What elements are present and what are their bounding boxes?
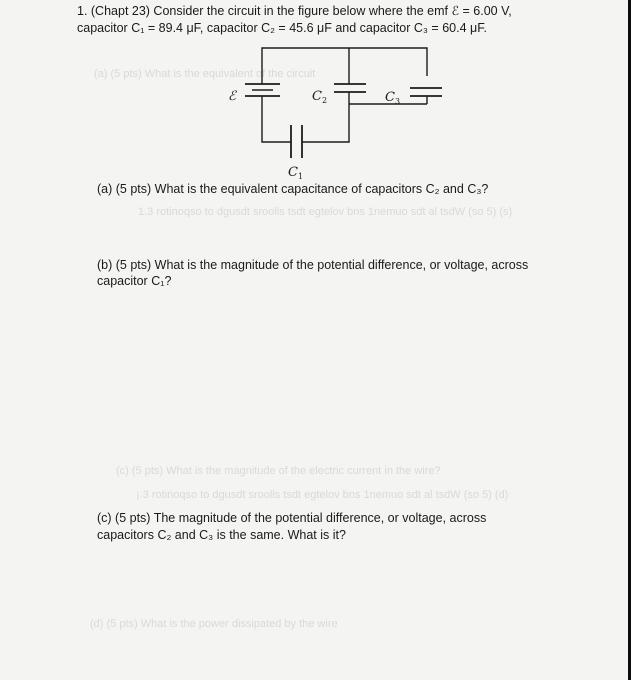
- question-b-line1: (b) (5 pts) What is the magnitude of the potential difference, or voltage, across: [97, 258, 529, 272]
- c1-label: C: [288, 165, 298, 180]
- question-a: (a) (5 pts) What is the equivalent capacitance of capacitors C₂ and C₃?: [97, 182, 489, 196]
- capacitor-c3-icon: [410, 88, 442, 104]
- battery-icon: [245, 52, 280, 110]
- c2-label-subscript: 2: [322, 96, 328, 105]
- c3-label: C: [385, 90, 395, 105]
- bleed-through-text: (a) (5 pts) What is the equivalent of the circuit: [94, 68, 316, 80]
- circuit-diagram: [0, 0, 628, 190]
- c2-label: C: [312, 89, 322, 104]
- c1-label-subscript: 1: [298, 172, 304, 181]
- capacitor-c2-icon: [334, 76, 366, 104]
- problem-statement-line1: 1. (Chapt 23) Consider the circuit in the figure below where the emf ℰ = 6.00 V,: [77, 4, 512, 18]
- c3-label-subscript: 3: [395, 97, 401, 106]
- bleed-through-text: ¡.3 rotinoqso to dgusdt sroolls tsdt egtelov bns 1nemuo sdt al tsdW (so 5) (d): [136, 489, 509, 501]
- emf-label: ℰ: [228, 89, 236, 104]
- bleed-through-text: (d) (5 pts) What is the power dissipated by the wire: [90, 618, 338, 630]
- question-c-line2: capacitors C₂ and C₃ is the same. What is it?: [97, 528, 346, 542]
- question-c-line1: (c) (5 pts) The magnitude of the potential difference, or voltage, across: [97, 511, 487, 525]
- capacitor-c1-icon: [291, 125, 302, 158]
- bleed-through-text: (c) (5 pts) What is the magnitude of the electric current in the wire?: [116, 465, 441, 477]
- bleed-through-text: 1.3 rotinoqso to dgusdt sroolls tsdt egtelov bns 1nemuo sdt al tsdW (so 5) (s): [138, 206, 513, 218]
- question-b-line2: capacitor C₁?: [97, 274, 172, 288]
- problem-statement-line2: capacitor C₁ = 89.4 μF, capacitor C₂ = 45.6 μF and capacitor C₃ = 60.4 μF.: [77, 21, 487, 35]
